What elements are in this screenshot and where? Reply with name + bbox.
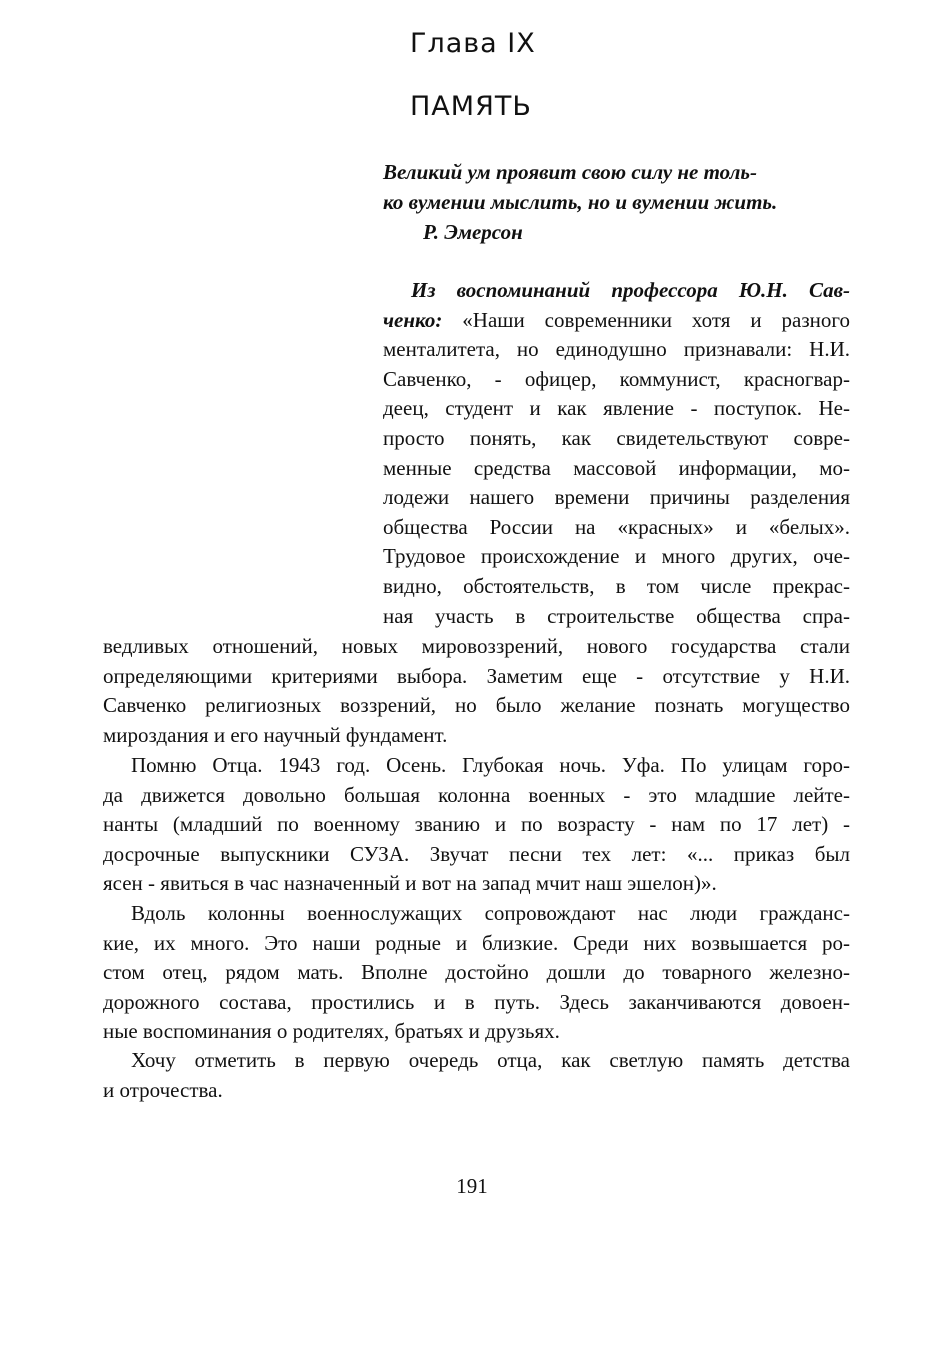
text-line: мироздания и его научный фундамент. [103, 722, 448, 747]
epigraph-line: Великий ум проявит свою силу не толь- [383, 160, 758, 184]
text-line: нанты (младший по военному званию и по возрасту - нам по 17 лет) - [103, 812, 850, 837]
text-line: менталитета, но единодушно признавали: Н.И. [383, 337, 850, 362]
text-line: ные воспоминания о родителях, братьях и друзьях. [103, 1019, 560, 1044]
text-line: ясен - явиться в час назначенный и вот на запад мчит наш эшелон)». [103, 871, 717, 896]
text-line: видно, обстоятельств, в том числе прекрас- [383, 573, 850, 598]
text-line: деец, студент и как явление - поступок. Не- [383, 396, 850, 421]
text-line: стом отец, рядом мать. Вполне достойно дошли до товарного железно- [103, 960, 850, 985]
text-line: Трудовое происхождение и много других, оче- [383, 544, 850, 569]
chapter-subtitle: ПАМЯТЬ [410, 91, 532, 122]
text-line: дорожного состава, простились и в путь. Здесь заканчиваются довоен- [103, 989, 850, 1014]
text-line [383, 306, 850, 336]
text-line: Помню Отца. 1943 год. Осень. Глубокая ночь. Уфа. По улицам горо- [131, 753, 850, 777]
text-line: ведливых отношений, новых мировоззрений, нового государства стали [103, 634, 850, 658]
epigraph-author: Р. Эмерсон [423, 220, 523, 244]
text-line: Вдоль колонны военнослужащих сопровождают нас люди гражданс- [131, 901, 850, 925]
paragraph-2 [103, 751, 850, 899]
text-line: лодежи нашего времени причины разделения [383, 485, 850, 510]
text-line: Савченко религиозных воззрений, но было желание познать могущество [103, 693, 850, 718]
text-line: да движется довольно большая колонна военных - это младшие лейте- [103, 782, 850, 807]
text-fragment: «Наши современники хотя и разного [442, 307, 850, 332]
memoir-intro-wide [103, 632, 850, 750]
text-line: менные средства массовой информации, мо- [383, 455, 850, 480]
memoir-intro-narrow [383, 276, 850, 631]
memoir-lead: Из воспоминаний профессора Ю.Н. Сав- [411, 278, 850, 302]
text-line: Савченко, - офицер, коммунист, красногвар- [383, 366, 850, 391]
text-line: и отрочества. [103, 1077, 223, 1102]
text-line: кие, их много. Это наши родные и близкие. Среди них возвышается ро- [103, 930, 850, 955]
chapter-title: Глава IX [410, 28, 536, 59]
memoir-lead-cont: ченко: [383, 307, 443, 332]
text-line: просто понять, как свидетельствуют совре- [383, 425, 850, 450]
epigraph-line: ко вумении мыслить, но и вумении жить. [383, 190, 778, 214]
text-line: определяющими критериями выбора. Заметим еще - отсутствие у Н.И. [103, 663, 850, 688]
text-line: Хочу отметить в первую очередь отца, как светлую память детства [131, 1048, 850, 1072]
paragraph-4 [103, 1046, 850, 1105]
epigraph [383, 157, 853, 247]
text-line: ная участь в строительстве общества спра- [383, 603, 850, 628]
text-line: общества России на «красных» и «белых». [383, 514, 850, 539]
paragraph-3 [103, 899, 850, 1047]
page-number: 191 [456, 1174, 488, 1198]
text-line: досрочные выпускники СУЗА. Звучат песни тех лет: «... приказ был [103, 841, 850, 866]
